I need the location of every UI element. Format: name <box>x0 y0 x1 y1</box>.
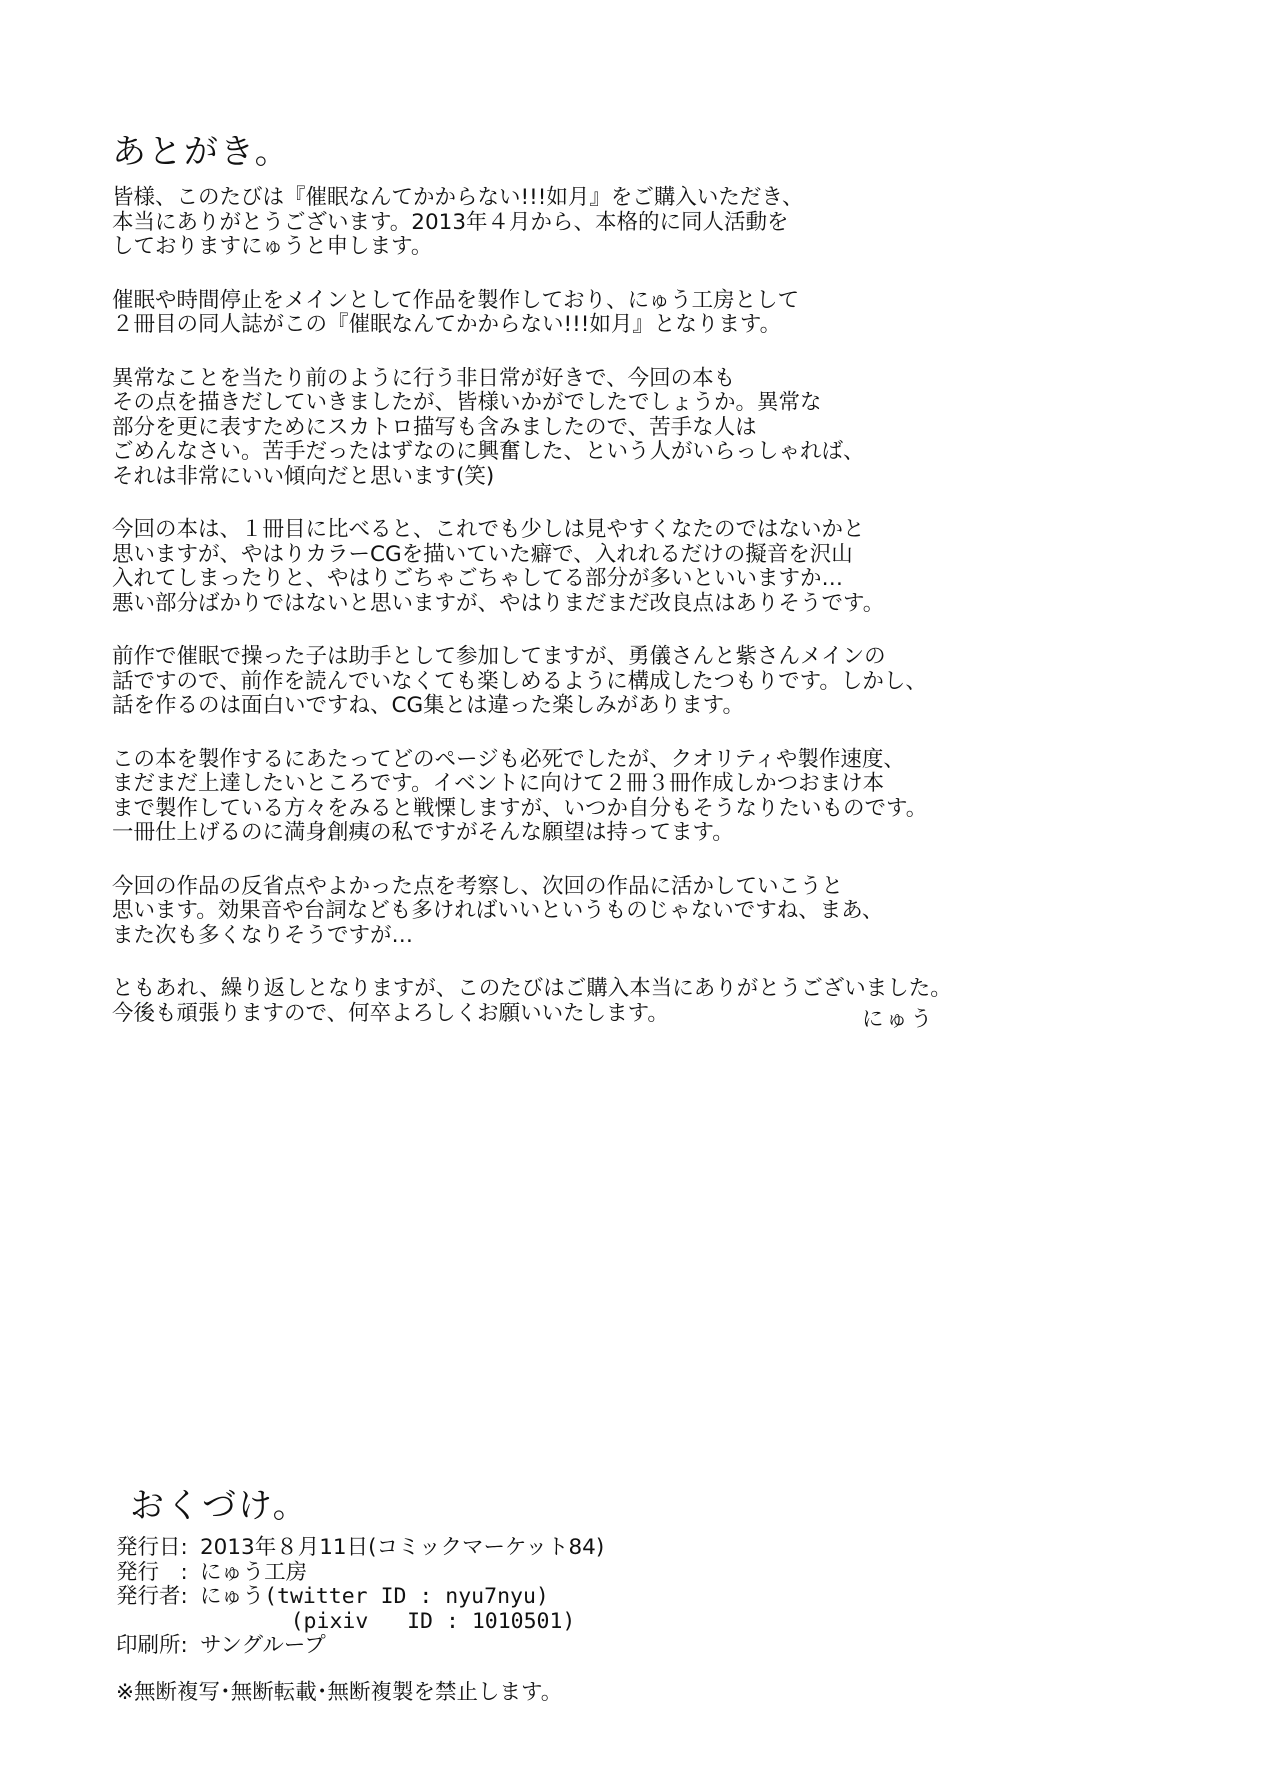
afterword-line: それは非常にいい傾向だと思います(笑) <box>112 463 495 489</box>
colophon-rows <box>116 1536 916 1659</box>
afterword-line: 皆様、このたびは『催眠なんてかからない!!!如月』をご購入いただき、 <box>112 185 804 210</box>
afterword-line: 本当にありがとうございます。2013年４月から、本格的に同人活動を <box>112 209 789 235</box>
afterword-line: 催眠や時間停止をメインとして作品を製作しており、にゅう工房として <box>112 287 800 313</box>
afterword-line: 一冊仕上げるのに満身創痍の私ですがそんな願望は持ってます。 <box>112 820 734 845</box>
afterword-line: まで製作している方々をみると戦慄しますが、いつか自分もそうなりたいものです。 <box>112 795 928 821</box>
afterword-paragraph <box>112 518 1112 616</box>
afterword-line: ともあれ、繰り返しとなりますが、このたびはご購入本当にありがとうございました。 <box>112 976 952 1001</box>
colophon-value: にゅう(twitter ID : nyu7nyu) <box>200 1584 549 1609</box>
colophon-value: 2013年８月11日(コミックマーケット84) <box>200 1535 605 1560</box>
afterword-line: ごめんなさい。苦手だったはずなのに興奮した、という人がいらっしゃれば、 <box>112 439 865 464</box>
afterword-paragraph <box>112 875 1112 949</box>
afterword-line: 話ですので、前作を読んでいなくても楽しめるように構成したつもりです。しかし、 <box>112 668 927 694</box>
colophon-row <box>116 1585 916 1610</box>
author-signature: にゅう <box>862 1007 936 1032</box>
afterword-line: 部分を更に表すためにスカトロ描写も含みましたので、苦手な人は <box>112 414 757 440</box>
afterword-line: 今後も頑張りますので、何卒よろしくお願いいたします。 <box>112 1000 669 1026</box>
colophon-label: 発行 : <box>116 1559 188 1585</box>
colophon-value: (pixiv ID : 1010501) <box>200 1608 576 1634</box>
afterword-line: また次も多くなりそうですが… <box>112 922 414 948</box>
afterword-line: 思います。効果音や台詞なども多ければいいというものじゃないですね、まあ、 <box>112 898 884 923</box>
colophon-value: にゅう工房 <box>200 1559 308 1585</box>
afterword-line: 今回の本は、１冊目に比べると、これでも少しは見やすくなたのではないかと <box>112 517 865 542</box>
afterword-line: 前作で催眠で操った子は助手として参加してますが、勇儀さんと紫さんメインの <box>112 644 886 669</box>
afterword-paragraph <box>112 645 1112 719</box>
colophon-label: 発行日: <box>116 1535 188 1560</box>
colophon-value: サングループ <box>200 1633 326 1658</box>
colophon-label <box>116 1610 200 1635</box>
afterword-line: 今回の作品の反省点やよかった点を考察し、次回の作品に活かしていこうと <box>112 873 844 899</box>
afterword-line: まだまだ上達したいところです。イベントに向けて２冊３冊作成しかつおまけ本 <box>112 771 885 796</box>
afterword-line: 入れてしまったりと、やはりごちゃごちゃしてる部分が多いといいますか… <box>112 566 844 591</box>
afterword-title: あとがき。 <box>112 132 291 172</box>
afterword-line: 思いますが、やはりカラーCGを描いていた癖で、入れれるだけの擬音を沢山 <box>112 541 853 567</box>
afterword-line: ２冊目の同人誌がこの『催眠なんてかからない!!!如月』となります。 <box>112 312 782 337</box>
colophon-row <box>116 1536 916 1561</box>
afterword-line: その点を描きだしていきましたが、皆様いかがでしたでしょうか。異常な <box>112 390 822 415</box>
colophon-label: 発行者: <box>116 1584 188 1609</box>
colophon-row <box>116 1634 916 1659</box>
colophon <box>116 1536 916 1705</box>
afterword-paragraph <box>112 367 1112 490</box>
colophon-row <box>116 1610 916 1635</box>
colophon-label: 印刷所: <box>116 1633 188 1658</box>
afterword-line: 悪い部分ばかりではないと思いますが、やはりまだまだ改良点はありそうです。 <box>112 590 885 616</box>
afterword-paragraph <box>112 289 1112 338</box>
afterword-line: 異常なことを当たり前のように行う非日常が好きで、今回の本も <box>112 365 736 391</box>
afterword-paragraph <box>112 748 1112 846</box>
afterword-line: 話を作るのは面白いですね、CG集とは違った楽しみがあります。 <box>112 693 744 718</box>
afterword-body <box>112 186 1112 1055</box>
colophon-title: おくづけ。 <box>130 1486 309 1526</box>
copyright-notice: ※無断複写･無断転載･無断複製を禁止します。 <box>116 1679 563 1705</box>
afterword-line: この本を製作するにあたってどのページも必死でしたが、クオリティや製作速度、 <box>112 746 905 772</box>
colophon-row <box>116 1561 916 1586</box>
afterword-paragraph <box>112 186 1112 260</box>
afterword-paragraph <box>112 977 1112 1026</box>
afterword-line: しておりますにゅうと申します。 <box>112 234 433 259</box>
